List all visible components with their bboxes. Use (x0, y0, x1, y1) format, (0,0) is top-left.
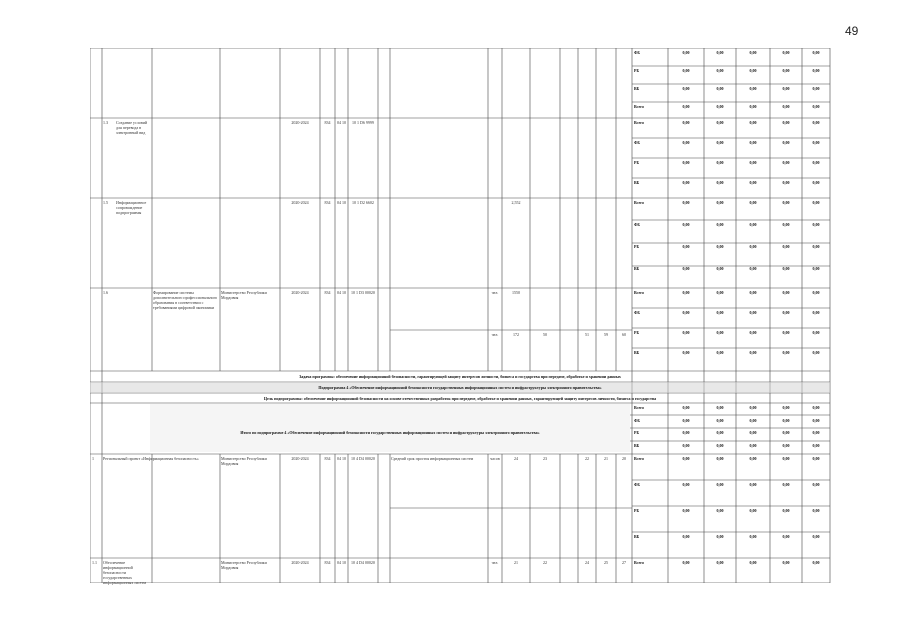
row-target: 22 (585, 456, 589, 461)
financing-amount: 0,00 (682, 482, 690, 487)
row-executor: Министерство Республики Мордовия (221, 560, 267, 570)
row-target: 24 (514, 456, 518, 461)
financing-amount: 0,00 (782, 140, 790, 145)
row-value: 2,552 (511, 200, 521, 205)
financing-amount: 0,00 (749, 456, 757, 461)
financing-amount: 0,00 (716, 430, 724, 435)
financing-amount: 0,00 (682, 330, 690, 335)
financing-amount: 0,00 (716, 200, 724, 205)
financing-amount: 0,00 (749, 417, 757, 423)
financing-source-label: Всего (634, 405, 644, 410)
financing-amount: 0,00 (716, 330, 724, 335)
financing-source-label: Всего (634, 290, 644, 295)
row-target: 27 (622, 560, 626, 565)
financing-amount: 0,00 (716, 50, 724, 55)
financing-amount: 0,00 (749, 290, 757, 295)
financing-amount: 0,00 (782, 50, 790, 55)
row-target: 21 (514, 560, 518, 565)
row-code: 04 10 (337, 200, 346, 205)
financing-amount: 0,00 (749, 534, 757, 539)
financing-amount: 0,00 (716, 266, 724, 271)
financing-amount: 0,00 (716, 120, 724, 125)
financing-source-label: РБ (634, 160, 640, 165)
financing-amount: 0,00 (812, 330, 820, 335)
financing-amount: 0,00 (749, 104, 757, 109)
financing-amount: 0,00 (812, 442, 820, 448)
row-target: 21 (604, 456, 608, 461)
financing-amount: 0,00 (812, 160, 820, 165)
financing-source-label: Всего (634, 200, 644, 205)
financing-amount: 0,00 (682, 68, 690, 73)
financing-amount: 0,00 (782, 534, 790, 539)
financing-amount: 0,00 (812, 68, 820, 73)
table-grid (90, 48, 838, 583)
financing-amount: 0,00 (749, 86, 757, 91)
financing-source-label: Всего (634, 560, 644, 565)
financing-amount: 0,00 (812, 508, 820, 513)
financing-amount: 0,00 (782, 290, 790, 295)
row-value: 1550 (512, 290, 520, 295)
financing-amount: 0,00 (749, 120, 757, 125)
row-years: 2020-2024 (291, 200, 309, 205)
financing-amount: 0,00 (782, 160, 790, 165)
financing-amount: 0,00 (716, 442, 724, 448)
row-target: 25 (604, 560, 608, 565)
financing-amount: 0,00 (682, 310, 690, 315)
financing-amount: 0,00 (782, 104, 790, 109)
financing-amount: 0,00 (782, 350, 790, 355)
financing-source-label: ФБ (634, 50, 641, 55)
financing-amount: 0,00 (749, 50, 757, 55)
financing-amount: 0,00 (782, 330, 790, 335)
row-code: 04 10 (337, 560, 346, 565)
financing-amount: 0,00 (782, 120, 790, 125)
row-target: 20 (622, 456, 626, 461)
financing-amount: 0,00 (682, 120, 690, 125)
financing-amount: 0,00 (716, 456, 724, 461)
row-code: 10 1 D3 00020 (351, 290, 375, 295)
goal-title: Цель подпрограммы: обеспечение информационной безопасности на основе отечественных разработок при передаче, обработке и хранении данных, гарантирующей защиту интересов личности, бизнеса и государства (263, 396, 657, 401)
financing-amount: 0,00 (682, 508, 690, 513)
financing-amount: 0,00 (716, 310, 724, 315)
row-indicator: Средний срок простоя информационных систем (391, 456, 474, 461)
financing-amount: 0,00 (812, 140, 820, 145)
financing-amount: 0,00 (812, 350, 820, 355)
row-years: 2020-2024 (291, 456, 309, 461)
financing-amount: 0,00 (749, 222, 757, 227)
row-years: 2020-2024 (291, 290, 309, 295)
row-years: 2020-2024 (291, 560, 309, 565)
financing-amount: 0,00 (716, 222, 724, 227)
financing-amount: 0,00 (716, 244, 724, 249)
financing-source-label: ВБ (634, 534, 640, 539)
financing-amount: 0,00 (812, 244, 820, 249)
financing-amount: 0,00 (716, 350, 724, 355)
financing-source-label: Всего (634, 120, 644, 125)
financing-amount: 0,00 (749, 330, 757, 335)
financing-amount: 0,00 (749, 310, 757, 315)
financing-amount: 0,00 (782, 456, 790, 461)
financing-source-label: ВБ (634, 180, 640, 185)
financing-source-label: ФБ (634, 310, 641, 315)
financing-amount: 0,00 (749, 442, 757, 448)
financing-source-label: Всего (634, 104, 644, 109)
financing-source-label: ВБ (634, 266, 640, 271)
row-target: 50 (543, 332, 547, 337)
row-unit: часов (490, 456, 500, 461)
financing-amount: 0,00 (716, 290, 724, 295)
financing-amount: 0,00 (682, 534, 690, 539)
financing-amount: 0,00 (749, 180, 757, 185)
row-name: Формирование системы дополнительного профессионального образования в соответствии с требованиями цифровой экономики (153, 290, 218, 310)
financing-amount: 0,00 (682, 50, 690, 55)
financing-amount: 0,00 (716, 104, 724, 109)
task-title: Задача программы: обеспечение информационной безопасности, гарантирующей защиту интересов личности, бизнеса и государства при передаче, обработке и хранении данных (299, 374, 621, 379)
financing-amount: 0,00 (782, 222, 790, 227)
financing-amount: 0,00 (682, 244, 690, 249)
financing-amount: 0,00 (716, 560, 724, 565)
financing-amount: 0,00 (749, 405, 757, 410)
financing-amount: 0,00 (682, 417, 690, 423)
financing-amount: 0,00 (682, 104, 690, 109)
financing-amount: 0,00 (812, 534, 820, 539)
row-code: 10 4 D4 00020 (351, 560, 375, 565)
financing-amount: 0,00 (716, 508, 724, 513)
row-code: 04 10 (337, 290, 346, 295)
row-code: 834 (324, 456, 331, 461)
financing-amount: 0,00 (716, 482, 724, 487)
row-target: 51 (585, 332, 589, 337)
financing-source-label: РБ (634, 244, 640, 249)
financing-amount: 0,00 (812, 200, 820, 205)
financing-amount: 0,00 (682, 405, 690, 410)
financing-amount: 0,00 (716, 140, 724, 145)
financing-amount: 0,00 (782, 442, 790, 448)
financing-amount: 0,00 (749, 430, 757, 435)
financing-amount: 0,00 (782, 86, 790, 91)
financing-amount: 0,00 (682, 180, 690, 185)
row-number: 1.1 (92, 560, 97, 565)
financing-amount: 0,00 (812, 180, 820, 185)
financing-amount: 0,00 (782, 430, 790, 435)
financing-amount: 0,00 (682, 430, 690, 435)
financing-amount: 0,00 (782, 200, 790, 205)
row-code: 10 4 D4 00020 (351, 456, 375, 461)
row-unit: чел. (491, 560, 499, 565)
financing-amount: 0,00 (782, 417, 790, 423)
financing-amount: 0,00 (716, 534, 724, 539)
financing-amount: 0,00 (749, 200, 757, 205)
financing-amount: 0,00 (749, 508, 757, 513)
row-years: 2020-2024 (291, 120, 309, 125)
financing-amount: 0,00 (682, 290, 690, 295)
financing-amount: 0,00 (812, 456, 820, 461)
financing-amount: 0,00 (812, 560, 820, 565)
subprogram-total-label: Итого по подпрограмме 4 «Обеспечение информационной безопасности государственных информационных систем и инфраструктуры электронного правительства» (240, 430, 540, 435)
row-code: 834 (324, 120, 331, 125)
financing-amount: 0,00 (782, 482, 790, 487)
row-target: 172 (513, 332, 519, 337)
financing-amount: 0,00 (749, 266, 757, 271)
financing-amount: 0,00 (812, 266, 820, 271)
row-code: 834 (324, 290, 331, 295)
financing-amount: 0,00 (749, 160, 757, 165)
financing-amount: 0,00 (812, 86, 820, 91)
financing-amount: 0,00 (682, 160, 690, 165)
financing-amount: 0,00 (682, 350, 690, 355)
financing-source-label: ФБ (634, 417, 641, 423)
financing-source-label: ФБ (634, 482, 641, 487)
financing-amount: 0,00 (716, 86, 724, 91)
row-code: 10 1 D2 6602 (352, 200, 374, 205)
budget-table (90, 48, 838, 583)
row-executor: Министерство Республики Мордовия (221, 290, 267, 300)
row-number: 1.5 (103, 200, 108, 205)
financing-amount: 0,00 (782, 68, 790, 73)
financing-amount: 0,00 (716, 180, 724, 185)
financing-amount: 0,00 (716, 68, 724, 73)
financing-amount: 0,00 (782, 508, 790, 513)
financing-amount: 0,00 (812, 482, 820, 487)
row-name: Создание условий для перевода в электронный вид (116, 120, 147, 135)
row-target: 60 (622, 332, 626, 337)
financing-amount: 0,00 (812, 290, 820, 295)
financing-amount: 0,00 (716, 405, 724, 410)
page-number: 49 (845, 24, 859, 38)
financing-amount: 0,00 (812, 120, 820, 125)
financing-amount: 0,00 (812, 405, 820, 410)
row-code: 04 10 (337, 120, 346, 125)
financing-amount: 0,00 (782, 266, 790, 271)
financing-amount: 0,00 (812, 417, 820, 423)
financing-amount: 0,00 (682, 200, 690, 205)
financing-source-label: РБ (634, 68, 640, 73)
row-target: 59 (604, 332, 608, 337)
row-target: 24 (585, 560, 589, 565)
row-executor: Министерство Республики Мордовия (221, 456, 267, 466)
financing-source-label: ФБ (634, 222, 641, 227)
row-unit: чел. (491, 290, 499, 295)
row-name: Информационное сопровождение подпрограммы (116, 200, 147, 215)
row-unit: чел. (491, 332, 499, 337)
financing-amount: 0,00 (682, 442, 690, 448)
financing-amount: 0,00 (716, 160, 724, 165)
row-number: 1.3 (103, 120, 108, 125)
financing-source-label: ВБ (634, 350, 640, 355)
financing-source-label: РБ (634, 508, 640, 513)
row-name: Обеспечение информационной безопасности государственных информационных систем (103, 560, 147, 585)
financing-amount: 0,00 (749, 482, 757, 487)
financing-source-label: ВБ (634, 86, 640, 91)
financing-amount: 0,00 (782, 310, 790, 315)
financing-amount: 0,00 (682, 140, 690, 145)
financing-amount: 0,00 (812, 310, 820, 315)
row-number: 1.6 (103, 290, 108, 295)
financing-amount: 0,00 (682, 266, 690, 271)
financing-amount: 0,00 (749, 244, 757, 249)
financing-amount: 0,00 (782, 405, 790, 410)
financing-amount: 0,00 (682, 456, 690, 461)
financing-amount: 0,00 (682, 222, 690, 227)
row-target: 22 (543, 560, 547, 565)
row-name: Региональный проект «Информационная безопасность» (103, 456, 199, 461)
row-code: 10 1 D6 9999 (352, 120, 374, 125)
row-code: 834 (324, 200, 331, 205)
financing-source-label: Всего (634, 456, 644, 461)
row-code: 834 (324, 560, 331, 565)
financing-source-label: РБ (634, 330, 640, 335)
financing-amount: 0,00 (812, 50, 820, 55)
financing-amount: 0,00 (749, 350, 757, 355)
financing-amount: 0,00 (812, 430, 820, 435)
row-number: 1 (92, 456, 94, 461)
financing-amount: 0,00 (716, 417, 724, 423)
subprogram-title: Подпрограмма 4 «Обеспечение информационной безопасности государственных информационных систем и инфраструктуры электронного правительства» (318, 385, 602, 390)
financing-amount: 0,00 (782, 244, 790, 249)
financing-amount: 0,00 (749, 560, 757, 565)
row-target: 23 (543, 456, 547, 461)
financing-amount: 0,00 (749, 140, 757, 145)
financing-source-label: РБ (634, 430, 640, 435)
row-code: 04 10 (337, 456, 346, 461)
financing-amount: 0,00 (682, 560, 690, 565)
financing-amount: 0,00 (749, 68, 757, 73)
financing-source-label: ВБ (634, 442, 640, 448)
financing-amount: 0,00 (682, 86, 690, 91)
financing-amount: 0,00 (812, 104, 820, 109)
financing-amount: 0,00 (812, 222, 820, 227)
financing-amount: 0,00 (782, 180, 790, 185)
financing-source-label: ФБ (634, 140, 641, 145)
financing-amount: 0,00 (782, 560, 790, 565)
